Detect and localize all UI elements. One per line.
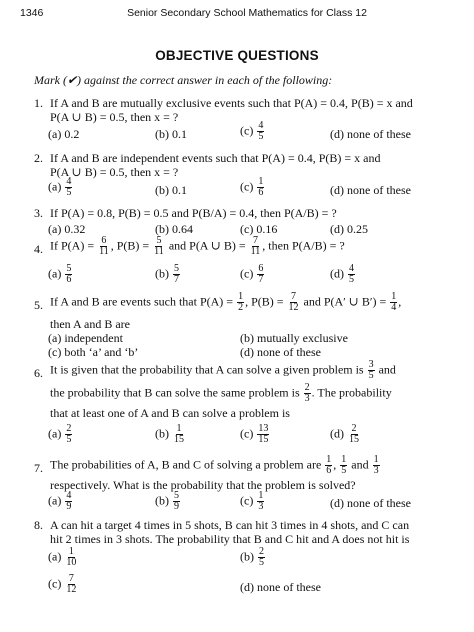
option-b[interactable] xyxy=(240,547,266,568)
question-text-line: If A and B are mutually exclusive events such that P(A) = 0.4, P(B) = x and xyxy=(50,96,413,110)
question-text-line: then A and B are xyxy=(50,317,130,331)
question-text-line: If A and B are independent events such that P(A) = 0.4, P(B) = x and xyxy=(50,151,381,165)
question-text xyxy=(50,455,452,492)
question-5 xyxy=(34,292,452,332)
fraction xyxy=(257,177,264,198)
fraction xyxy=(257,264,264,285)
question-number: 5. xyxy=(34,298,43,312)
numerator: 2 xyxy=(351,423,357,434)
denominator: 15 xyxy=(258,434,269,445)
denominator: 5 xyxy=(66,434,72,445)
text-segment: It is given that the probability that A can solve a given problem is xyxy=(50,362,364,377)
denominator: 3 xyxy=(304,393,310,404)
question-text-line: P(A ∪ B) = 0.5, then x = ? xyxy=(50,165,179,179)
numerator: 1 xyxy=(341,454,347,465)
fraction xyxy=(250,236,262,257)
option-a[interactable]: (a) independent xyxy=(48,331,123,345)
denominator: 5 xyxy=(259,557,264,568)
option-a[interactable] xyxy=(48,547,78,568)
instruction-text: Mark (✔) against the correct answer in each of the following: xyxy=(34,73,333,87)
fraction xyxy=(325,455,332,476)
option-label: (a) xyxy=(48,179,62,194)
option-a[interactable] xyxy=(48,264,73,285)
text-segment: , xyxy=(398,294,402,309)
option-a[interactable] xyxy=(48,491,73,512)
option-label: (b) xyxy=(155,266,169,281)
option-c[interactable] xyxy=(240,177,265,198)
option-a[interactable] xyxy=(48,177,73,198)
text-segment: If P(A) = xyxy=(50,238,95,253)
option-d[interactable]: (d) 0.25 xyxy=(330,222,368,236)
question-text-line xyxy=(50,383,452,404)
fraction xyxy=(258,547,265,568)
numerator: 1 xyxy=(373,454,379,465)
numerator: 4 xyxy=(258,120,264,131)
question-text-line: that at least one of A and B can solve a problem is xyxy=(50,406,290,420)
denominator: 15 xyxy=(349,434,359,445)
option-c[interactable] xyxy=(240,121,265,142)
option-label: (a) xyxy=(48,549,62,564)
fraction xyxy=(368,360,375,381)
option-c[interactable] xyxy=(48,574,78,595)
text-segment: and P(A′ ∪ B′) = xyxy=(303,294,387,309)
question-number: 6. xyxy=(34,366,43,380)
question-text: If P(A) = 0.8, P(B) = 0.5 and P(B/A) = 0.4, then P(A/B) = ? xyxy=(50,206,337,220)
option-d[interactable]: (d) none of these xyxy=(330,183,411,197)
question-text xyxy=(50,151,452,179)
question-number: 7. xyxy=(34,461,43,475)
fraction xyxy=(348,424,360,445)
option-label: (c) xyxy=(240,266,254,281)
option-label: (c) xyxy=(240,493,254,508)
fraction xyxy=(288,292,300,313)
fraction xyxy=(173,264,180,285)
numerator: 3 xyxy=(368,359,374,370)
numerator: 5 xyxy=(174,490,179,501)
page-number: 1346 xyxy=(20,7,44,19)
option-b[interactable]: (b) mutually exclusive xyxy=(240,331,348,345)
option-b[interactable] xyxy=(155,264,181,285)
question-text-line: The probabilities of A, B and C of solving a problem are $\frac{1}{6}$ , $\frac{1}{5}$ and $\frac{1}{3}$ xyxy=(50,454,379,476)
fraction xyxy=(65,177,72,198)
denominator: 5 xyxy=(341,465,347,476)
numerator: 6 xyxy=(258,263,264,274)
option-label: (b) xyxy=(240,549,254,564)
section-title: OBJECTIVE QUESTIONS xyxy=(155,48,319,63)
numerator: 4 xyxy=(349,263,354,274)
option-label: (a) xyxy=(48,426,62,441)
denominator: 5 xyxy=(349,274,354,285)
option-d[interactable] xyxy=(330,424,361,445)
question-number: 3. xyxy=(34,206,43,220)
text-segment: and xyxy=(351,457,369,472)
denominator: 9 xyxy=(174,501,179,512)
text-segment: , P(B) = xyxy=(245,294,284,309)
option-b[interactable]: (b) 0.1 xyxy=(155,127,187,141)
option-a[interactable]: (a) 0.2 xyxy=(48,127,80,141)
option-label: (d) xyxy=(330,426,344,441)
numerator: 13 xyxy=(258,423,269,434)
question-7 xyxy=(34,455,452,495)
text-segment: and xyxy=(378,362,396,377)
denominator: 5 xyxy=(258,131,264,142)
option-c[interactable] xyxy=(240,491,265,512)
option-c[interactable]: (c) 0.16 xyxy=(240,222,278,236)
denominator: 12 xyxy=(288,302,299,313)
fraction xyxy=(65,547,77,568)
option-label: (c) xyxy=(240,123,254,138)
fraction xyxy=(98,236,110,257)
option-label: (c) xyxy=(240,179,254,194)
option-c[interactable] xyxy=(240,424,270,445)
option-label: (a) xyxy=(48,266,62,281)
denominator: 3 xyxy=(373,465,379,476)
fraction xyxy=(153,236,165,257)
text-segment: If A and B are events such that P(A) = xyxy=(50,294,234,309)
numerator: 5 xyxy=(156,235,162,246)
fraction xyxy=(257,121,264,142)
question-number: 4. xyxy=(34,242,43,256)
fraction xyxy=(257,491,264,512)
option-d[interactable]: (d) none of these xyxy=(330,127,411,141)
fraction xyxy=(340,455,347,476)
fraction xyxy=(257,424,269,445)
numerator: 5 xyxy=(66,263,72,274)
question-3 xyxy=(34,206,452,222)
question-text xyxy=(50,292,452,331)
numerator: 1 xyxy=(258,176,264,187)
denominator: 7 xyxy=(258,274,264,285)
text-segment: , P(B) = xyxy=(110,238,150,253)
question-number: 2. xyxy=(34,151,43,165)
text-segment: the probability that B can solve the same problem is xyxy=(50,385,300,400)
fraction xyxy=(237,292,244,313)
denominator: 6 xyxy=(258,187,264,198)
option-a[interactable] xyxy=(48,424,73,445)
denominator: 11 xyxy=(99,246,109,257)
option-d[interactable]: (d) none of these xyxy=(330,496,411,510)
numerator: 2 xyxy=(66,423,72,434)
fraction xyxy=(390,292,397,313)
fraction xyxy=(173,424,185,445)
numerator: 1 xyxy=(326,454,332,465)
option-b[interactable] xyxy=(155,491,181,512)
fraction xyxy=(65,424,72,445)
option-label: (b) xyxy=(155,493,169,508)
question-text xyxy=(50,236,452,257)
option-d[interactable] xyxy=(330,264,356,285)
denominator: 15 xyxy=(174,434,184,445)
numerator: 2 xyxy=(304,382,310,393)
question-text-line xyxy=(50,360,452,381)
numerator: 7 xyxy=(252,235,258,246)
fraction xyxy=(65,264,72,285)
numerator: 2 xyxy=(259,546,264,557)
option-c[interactable]: (c) both ‘a’ and ‘b’ xyxy=(48,345,139,359)
numerator: 1 xyxy=(258,490,264,501)
question-4 xyxy=(34,236,452,262)
option-a[interactable]: (a) 0.32 xyxy=(48,222,86,236)
numerator: 7 xyxy=(68,573,74,584)
numerator: 1 xyxy=(68,546,74,557)
option-b[interactable]: (b) 0.64 xyxy=(155,222,193,236)
question-text xyxy=(50,360,452,420)
denominator: 4 xyxy=(391,302,397,313)
fraction xyxy=(304,383,311,404)
denominator: 3 xyxy=(258,501,264,512)
question-8 xyxy=(34,518,452,548)
option-label: (d) xyxy=(330,266,344,281)
numerator: 1 xyxy=(391,291,397,302)
question-6 xyxy=(34,360,452,424)
denominator: 2 xyxy=(238,302,244,313)
option-d[interactable]: (d) none of these xyxy=(240,580,321,594)
numerator: 1 xyxy=(238,291,244,302)
denominator: 11 xyxy=(154,246,164,257)
question-text xyxy=(50,518,452,546)
page-header xyxy=(20,7,454,23)
book-title: Senior Secondary School Mathematics for Class 12 xyxy=(127,7,367,19)
denominator: 5 xyxy=(66,187,72,198)
denominator: 10 xyxy=(66,557,77,568)
text-segment: The probabilities of A, B and C of solving a problem are xyxy=(50,457,322,472)
question-text xyxy=(50,96,452,124)
fraction xyxy=(65,491,72,512)
option-label: (a) xyxy=(48,493,62,508)
question-number: 8. xyxy=(34,518,43,532)
question-text-line: hit 2 times in 3 shots. The probability that B and C hit and A does not hit is xyxy=(50,532,410,546)
question-text-line: A can hit a target 4 times in 5 shots, B can hit 3 times in 4 shots, and C can xyxy=(50,518,410,532)
text-segment: and P(A ∪ B) = xyxy=(168,238,246,253)
option-b[interactable] xyxy=(155,424,186,445)
option-label: (b) xyxy=(155,426,169,441)
question-number: 1. xyxy=(34,96,43,110)
denominator: 6 xyxy=(326,465,332,476)
numerator: 4 xyxy=(66,490,72,501)
option-b[interactable]: (b) 0.1 xyxy=(155,183,187,197)
numerator: 6 xyxy=(101,235,107,246)
numerator: 7 xyxy=(291,291,296,302)
text-segment: . The probability xyxy=(311,385,392,400)
denominator: 7 xyxy=(174,274,179,285)
numerator: 4 xyxy=(66,176,72,187)
option-label: (c) xyxy=(240,426,254,441)
option-d[interactable]: (d) none of these xyxy=(240,345,321,359)
denominator: 9 xyxy=(66,501,72,512)
question-text-line: P(A ∪ B) = 0.5, then x = ? xyxy=(50,110,179,124)
denominator: 6 xyxy=(66,274,72,285)
denominator: 12 xyxy=(66,584,77,595)
text-segment: , then P(A/B) = ? xyxy=(262,238,345,253)
fraction xyxy=(373,455,380,476)
option-label: (c) xyxy=(48,576,62,591)
fraction xyxy=(348,264,355,285)
numerator: 1 xyxy=(176,423,182,434)
denominator: 5 xyxy=(368,370,374,381)
question-text-line: respectively. What is the probability that the problem is solved? xyxy=(50,478,356,492)
denominator: 11 xyxy=(250,246,261,257)
option-c[interactable] xyxy=(240,264,265,285)
fraction xyxy=(65,574,77,595)
fraction xyxy=(173,491,180,512)
numerator: 5 xyxy=(174,263,179,274)
